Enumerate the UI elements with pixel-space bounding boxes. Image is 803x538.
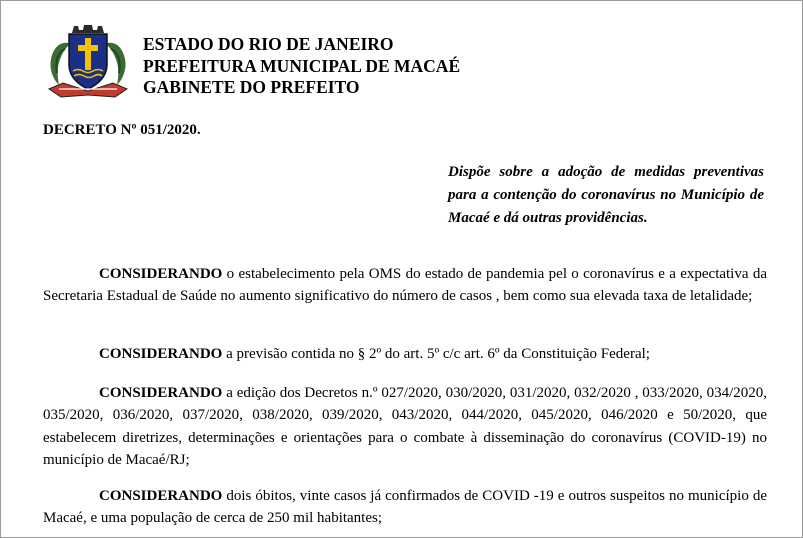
considering-keyword: CONSIDERANDO (99, 266, 223, 282)
office-name: GABINETE DO PREFEITO (143, 77, 360, 97)
decree-number: DECRETO Nº 051/2020. (43, 122, 201, 138)
city-hall-name: PREFEITURA MUNICIPAL DE MACAÉ (143, 55, 461, 76)
considering-keyword: CONSIDERANDO (99, 346, 223, 362)
considering-keyword: CONSIDERANDO (99, 488, 223, 504)
paragraph-text: dois óbitos, vinte casos já confirmados de COVID -19 e outros suspeitos no município de Macaé, e uma população de cerca de 250 mil habitantes; (43, 488, 767, 527)
considering-keyword: CONSIDERANDO (99, 385, 223, 401)
considering-paragraph (43, 263, 767, 308)
paragraph-text: o estabelecimento pela OMS do estado de pandemia pel o coronavírus e a expectativa da Secretaria Estadual de Saúde no aumento significativo do número de casos , bem como sua elevada taxa de letalidade; (43, 266, 767, 305)
header-block (143, 34, 460, 99)
coat-of-arms-icon (45, 23, 131, 99)
considering-paragraph (43, 382, 767, 472)
considering-paragraph (43, 343, 767, 365)
paragraph-text: a previsão contida no § 2º do art. 5º c/c art. 6º da Constituição Federal; (222, 346, 650, 362)
state-name: ESTADO DO RIO DE JANEIRO (143, 34, 394, 54)
considering-paragraph (43, 485, 767, 530)
paragraph-text: a edição dos Decretos n.º 027/2020, 030/2020, 031/2020, 032/2020 , 033/2020, 034/2020, 035/2020, 036/2020, 037/2020, 038/2020, 039/2020, 043/2020, 044/2020, 045/2020, 046/2020 e 50/2020, que estabelecem diretrizes, determinações e orientações para o combate à disseminação do coronavírus (COVID-19) no município de Macaé/RJ; (43, 385, 767, 469)
decree-summary: Dispõe sobre a adoção de medidas preventivas para a contenção do coronavírus no Município de Macaé e dá outras providências. (448, 164, 764, 226)
